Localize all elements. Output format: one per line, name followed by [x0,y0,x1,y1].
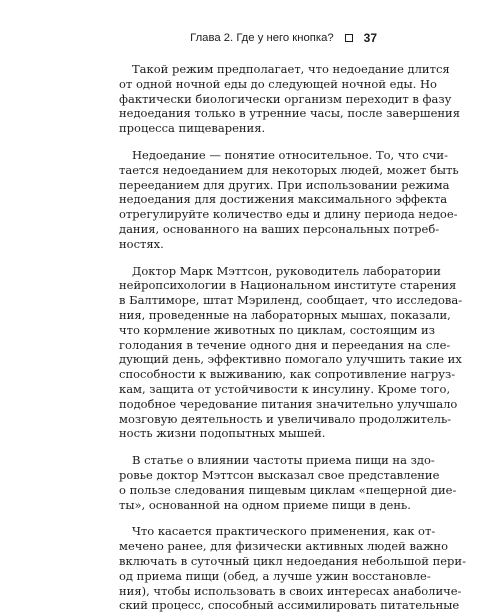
running-header [118,29,377,47]
square-bullet-icon [345,34,353,42]
text-line: перееданием для других. При использовании режима [119,177,450,192]
text-line: мечено ранее, для физически активных людей важно [119,539,448,554]
text-line: Доктор Марк Мэттсон, руководитель лаборатории [132,263,441,278]
text-line: мозговую деятельность и увеличивало продолжитель- [119,411,452,426]
text-line: ния, проведенные на лабораторных мышах, показали, [119,307,451,322]
text-line: В статье о влиянии частоты приема пищи на здо- [132,453,435,468]
text-line: голодания в течение одного дня и переедания на сле- [119,337,451,352]
text-line: ровье доктор Мэттсон высказал свое представление [119,467,440,482]
text-line: способности к выживанию, как сопротивление нагруз- [119,367,456,382]
text-line: нейропсихологии в Национальном институте старения [119,278,457,293]
body-text [119,62,466,613]
text-line: тается недоеданием для некоторых людей, может быть [119,162,459,177]
text-line: Что касается практического применения, как от- [132,524,436,539]
text-line: Недоедание — понятие относительное. То, что счи- [132,147,448,162]
text-line: недоедания только в утренние часы, после завершения [119,106,460,121]
text-line: ский процесс, способный ассимилировать питательные [119,598,460,613]
paragraph [119,147,459,252]
text-line: недоедания для достижения максимального эффекта [119,192,448,207]
text-line: фактически биологически организм переходит в фазу [119,91,452,106]
text-line: ния), чтобы использовать в своих интересах анаболиче- [119,583,462,598]
text-line: отрегулируйте количество еды и длину периода недое- [119,207,458,222]
text-line: о пользе следования пищевым циклам «пещерной дие- [119,482,457,497]
running-title: Глава 2. Где у него кнопка? [190,32,334,44]
text-line: Такой режим предполагает, что недоедание длится [132,62,450,76]
page-number: 37 [363,31,377,45]
text-line: от одной ночной еды до следующей ночной еды. Но [119,76,437,91]
text-line: подобное чередование питания значительно улучшало [119,396,458,411]
paragraph [119,62,460,136]
text-line: од приема пищи (обед, а лучше ужин восстановле- [119,568,431,583]
text-line: кам, защита от устойчивости к инсулину. Кроме того, [119,381,451,396]
text-line: ность жизни подопытных мышей. [119,426,326,441]
text-line: в Балтиморе, штат Мэриленд, сообщает, что исследова- [119,293,463,308]
text-line: ностях. [119,236,164,251]
paragraph [119,524,466,613]
paragraph [119,453,457,512]
text-line: процесса пищеварения. [119,121,266,136]
text-line: что кормление животных по циклам, состоящим из [119,322,435,337]
text-line: дующий день, эффективно помогало улучшить такие их [119,352,462,367]
paragraph [119,263,463,442]
text-line: дания, основанного на ваших персональных потреб- [119,221,440,236]
text-line: включать в суточный цикл недоедания небольшой пери- [119,553,466,568]
text-line: ты», основанной на одном приеме пищи в день. [119,497,411,512]
